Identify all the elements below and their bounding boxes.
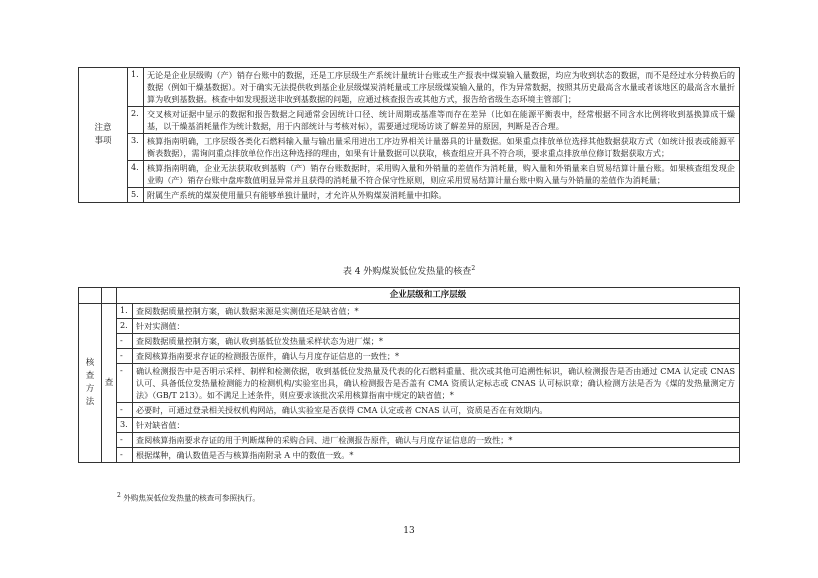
method-item-text: 查阅核算指南要求存证的用于判断煤种的采购合同、进厂检测报告原件，确认与月度存证信息的一致性；* (133, 433, 740, 448)
method-row (79, 433, 740, 448)
table-header: 企业层级和工序层级 (117, 288, 740, 304)
table-caption (0, 264, 818, 277)
notes-table (78, 67, 740, 203)
method-sublabel: 查 (102, 304, 117, 463)
method-item-text: 查阅核算指南要求存证的检测报告原件，确认与月度存证信息的一致性；* (133, 349, 740, 364)
method-item-number: 2. (117, 319, 133, 334)
footnote (117, 492, 260, 504)
notes-row (79, 68, 740, 107)
method-item-text: 查阅数据质量控制方案，确认数据来源是实测值还是缺省值；* (133, 304, 740, 319)
item-text: 核算指南明确，企业无法获取收到基购（产）销存台账数据时，采用购入量和外销量的差值作为消耗量，购入量和外销量来自贸易结算计量台账。如果核查组发现企业购（产）销存台账中盘库数值明显异常并且获得的消耗量不符合保守性原则，则应采用贸易结算计量台账中购入量与外销量的差值作为消耗量； (144, 161, 740, 188)
method-item-number: 1. (117, 304, 133, 319)
corner-cell (79, 288, 102, 304)
method-item-text: 查阅数据质量控制方案，确认收到基低位发热量采样状态为进厂煤；* (133, 334, 740, 349)
method-item-text: 必要时，可通过登录相关授权机构网站，确认实验室是否获得 CMA 认定或者 CNAS 认可，资质是否在有效期内。 (133, 403, 740, 418)
method-item-text: 针对实测值： (133, 319, 740, 334)
notes-row (79, 134, 740, 161)
notes-row (79, 107, 740, 134)
footnote-text: 外购焦炭低位发热量的核查可参照执行。 (123, 493, 260, 503)
method-row (79, 334, 740, 349)
notes-row (79, 188, 740, 203)
corner-cell-2 (102, 288, 117, 304)
method-item-number: - (117, 349, 133, 364)
item-number: 5. (128, 188, 144, 203)
notes-label: 注意 事项 (79, 68, 128, 203)
item-text: 附属生产系统的煤炭使用量只有能够单独计量时，才允许从外购煤炭消耗量中扣除。 (144, 188, 740, 203)
method-row (79, 418, 740, 433)
caption-footnote-mark: 2 (471, 265, 476, 272)
method-item-number: 3. (117, 418, 133, 433)
verification-table (78, 287, 740, 463)
footnote-mark: 2 (117, 492, 121, 499)
method-item-number: - (117, 448, 133, 463)
method-item-number: - (117, 334, 133, 349)
item-number: 2. (128, 107, 144, 134)
item-number: 1. (128, 68, 144, 107)
method-item-number: - (117, 403, 133, 418)
method-item-number: - (117, 364, 133, 403)
method-row (79, 448, 740, 463)
notes-row (79, 161, 740, 188)
item-text: 交叉核对证据中显示的数据和报告数据之间通常会因统计口径、统计周期或基准等而存在差异（比如在能源平衡表中，经常根据不同含水比例将收到基换算成干燥基，以干燥基消耗量作为统计数据，用于内部统计与考核对标），需要通过现场访谈了解差异的原因，判断是否合理。 (144, 107, 740, 134)
method-item-text: 确认检测报告中是否明示采样、制样和检测依据，收到基低位发热量及代表的化石燃料重量、批次或其他可追溯性标识，确认检测报告是否由通过 CMA 认定或 CNAS 认可、具备低位发热量检测能力的检测机构/实验室出具，确认检测报告是否盖有 CMA 资质认定标志或 CNAS 认可标识章；确认检测方法是否为《煤的发热量测定方法》（GB/T 213）。如不满足上述条件，则应要求该批次采用核算指南中规定的缺省值；* (133, 364, 740, 403)
method-item-text: 根据煤种，确认数值是否与核算指南附录 A 中的数值一致。* (133, 448, 740, 463)
method-item-text: 针对缺省值： (133, 418, 740, 433)
item-text: 核算指南明确，工序层级各类化石燃料输入量与输出量采用进出工序边界相关计量器具的计量数据。如果重点排放单位选择其他数据获取方式（如统计报表或能源平衡表数据），需询问重点排放单位作出这种选择的理由，如果有计量数据可以获取，核查组应开具不符合项，要求重点排放单位修订数据获取方式； (144, 134, 740, 161)
item-number: 4. (128, 161, 144, 188)
method-row (79, 403, 740, 418)
method-row (79, 364, 740, 403)
item-number: 3. (128, 134, 144, 161)
method-row (79, 319, 740, 334)
page-number: 13 (403, 526, 415, 536)
method-label: 核 查 方 法 (79, 304, 102, 463)
method-item-number: - (117, 433, 133, 448)
caption-text: 表 4 外购煤炭低位发热量的核查 (342, 267, 472, 277)
method-row (79, 304, 740, 319)
method-row (79, 349, 740, 364)
item-text: 无论是企业层级购（产）销存台账中的数据，还是工序层级生产系统计量统计台账或生产报表中煤炭输入量数据，均应为收到状态的数据，而不是经过水分转换后的数据（例如干燥基数据）。对于确实无法提供收到基企业层级煤炭消耗量或工序层级煤炭输入量的，作为异常数据，按照其历史最高含水量或者该地区的最高含水量折算为收到基数据。核查中如发现报送非收到基数据的问题，应通过核查报告或其他方式，报告给省级生态环境主管部门； (144, 68, 740, 107)
